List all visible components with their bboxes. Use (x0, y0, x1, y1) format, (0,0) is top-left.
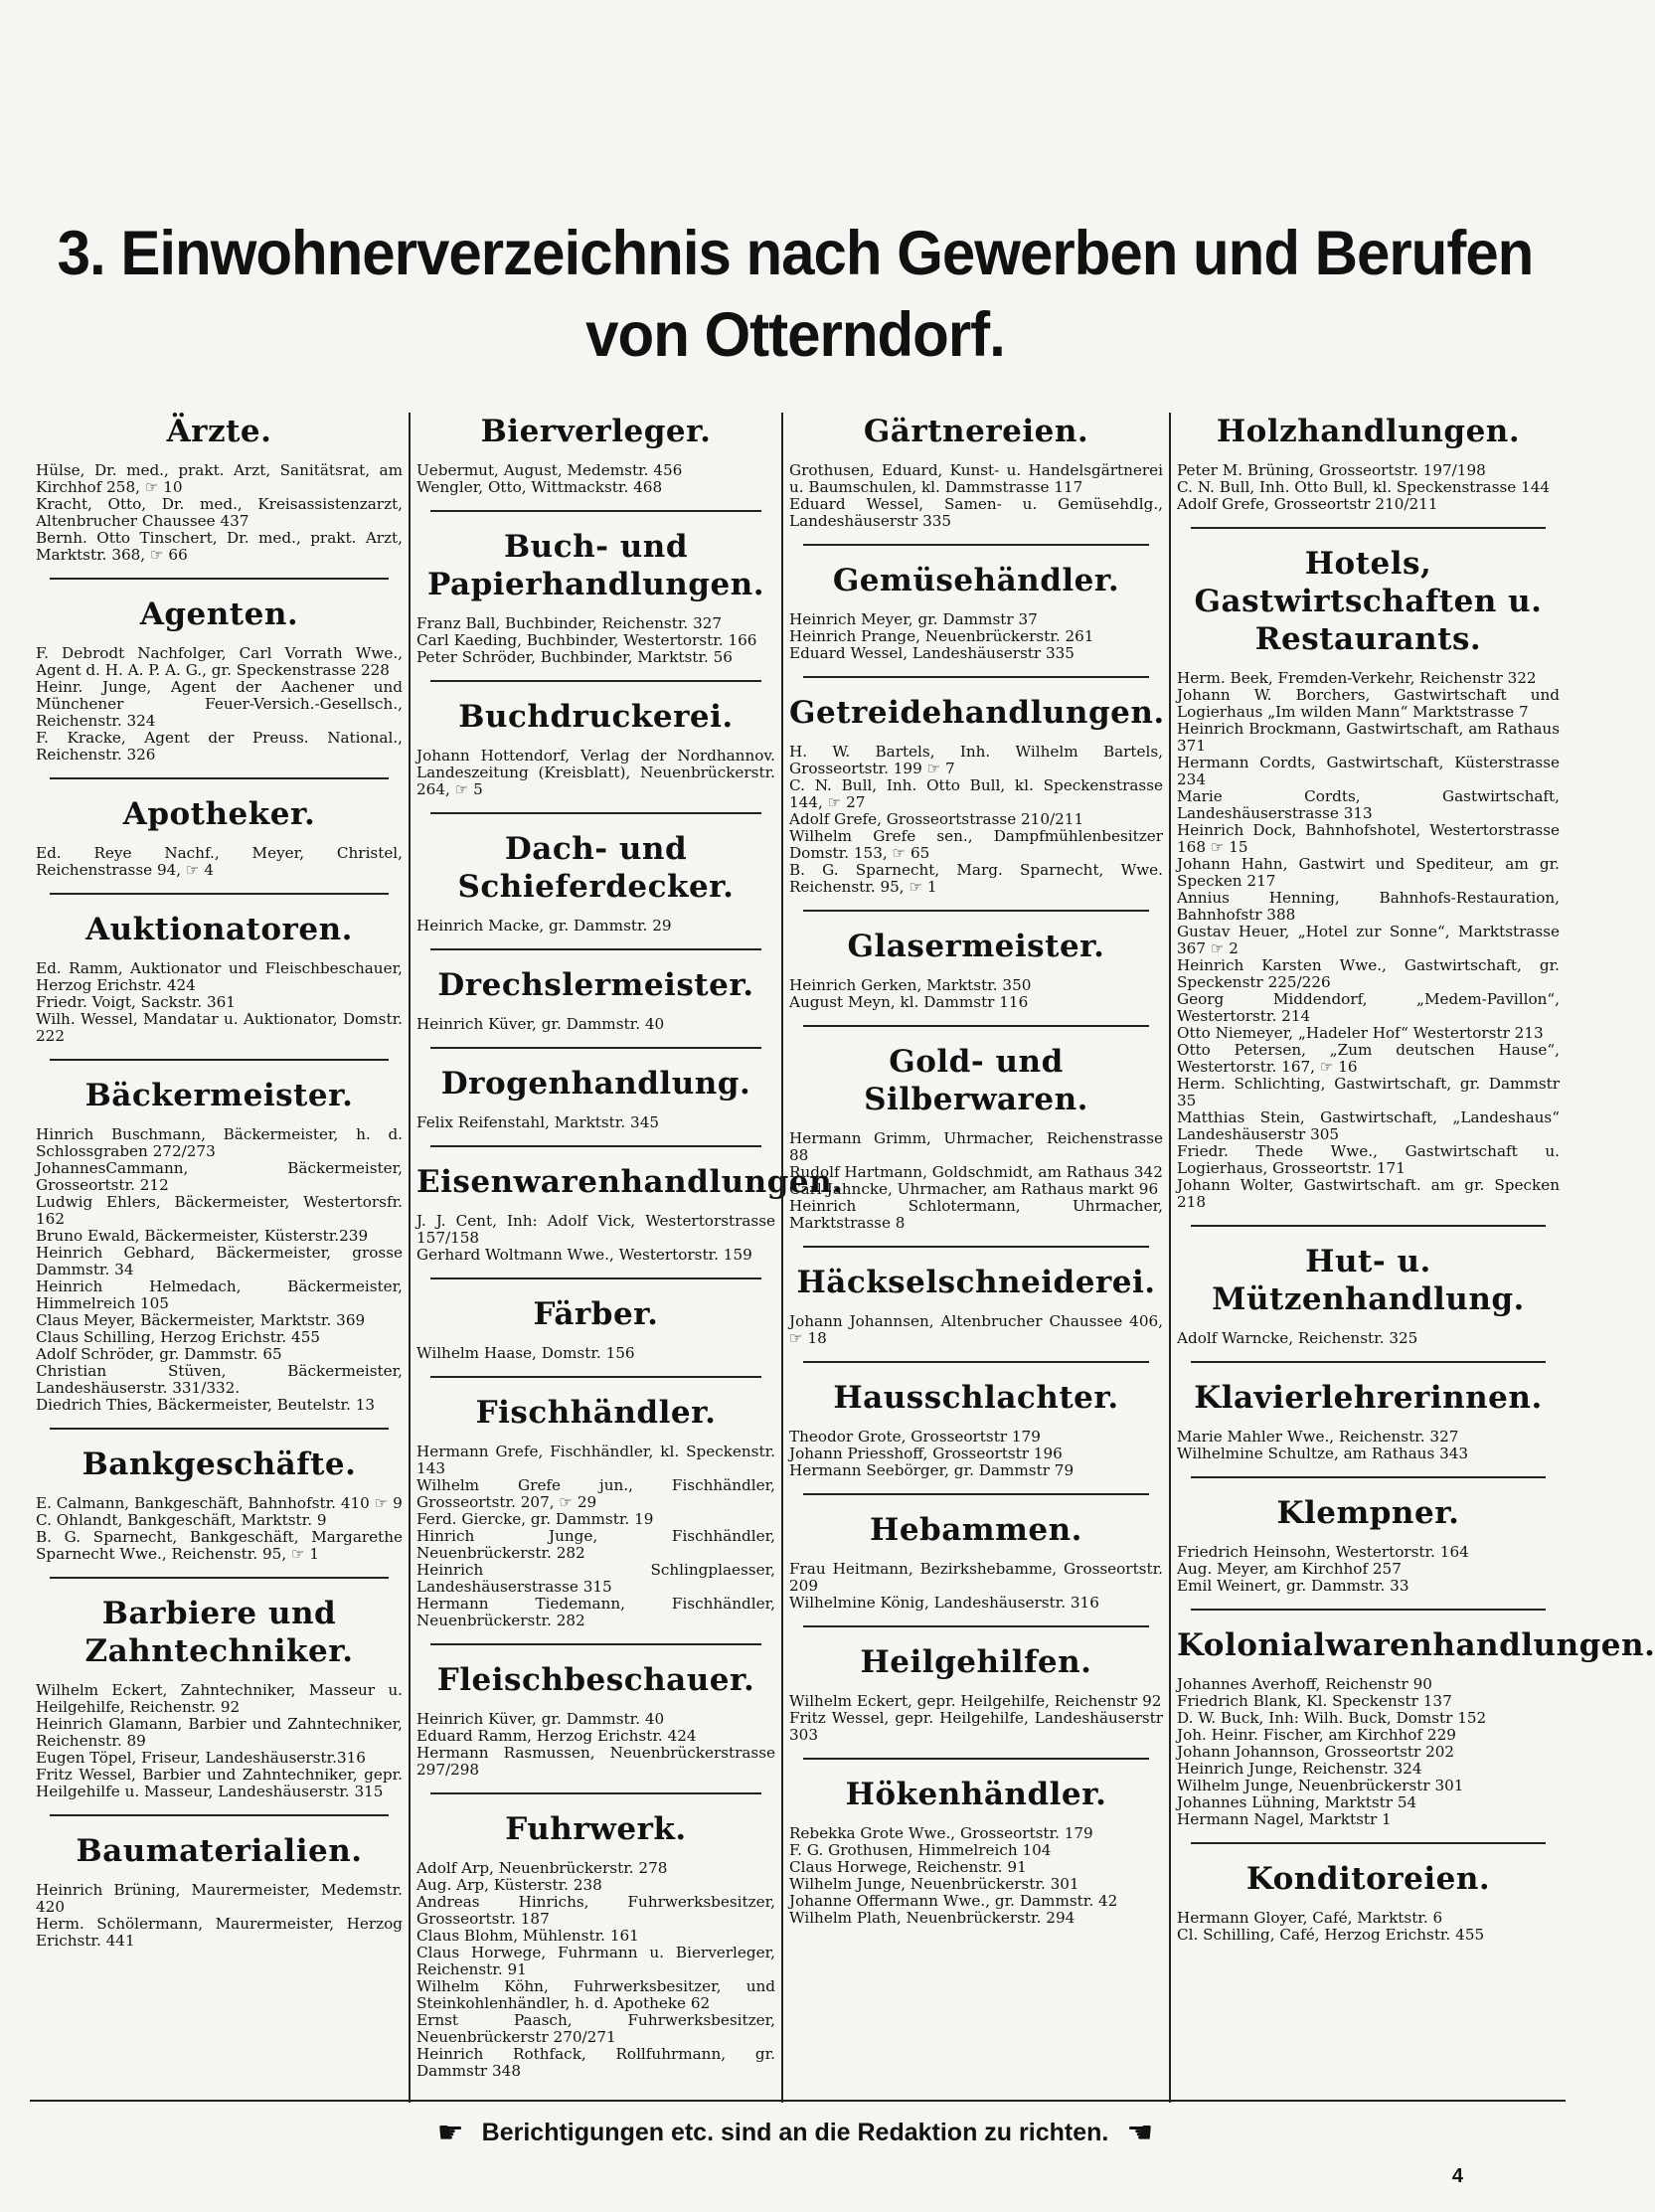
directory-entry: Uebermut, August, Medemstr. 456 (416, 461, 683, 479)
directory-entry: Wilhelm Junge, Neuenbrückerstr. 301 (789, 1875, 1079, 1893)
directory-entry: Emil Weinert, gr. Dammstr. 33 (1177, 1577, 1409, 1595)
directory-entry: Heinrich Glamann, Barbier und Zahntechniker, Reichenstr. 89 (36, 1715, 403, 1750)
directory-section (36, 1595, 403, 1800)
directory-entry: Hermann Nagel, Marktstr 1 (1177, 1810, 1392, 1828)
directory-section (789, 562, 1163, 662)
directory-section (416, 1065, 775, 1131)
directory-section (416, 413, 775, 496)
directory-entry: Adolf Warncke, Reichenstr. 325 (1177, 1329, 1418, 1347)
section-heading: Fleischbeschauer. (436, 1662, 755, 1698)
directory-section (416, 1810, 775, 2080)
section-divider (1191, 527, 1546, 529)
directory-entry: Heinrich Karsten Wwe., Gastwirtschaft, gr. Speckenstr 225/226 (1177, 956, 1560, 991)
directory-entry: Johann Hahn, Gastwirt und Spediteur, am gr. Specken 217 (1177, 855, 1560, 890)
directory-entry: F. Kracke, Agent der Preuss. National., Reichenstr. 326 (36, 729, 403, 764)
directory-entry: Heinr. Junge, Agent der Aachener und Münchener Feuer-Versich.-Gesellsch., Reichenstr. 324 (36, 678, 403, 730)
section-heading: Konditoreien. (1245, 1861, 1491, 1897)
directory-entry: Joh. Heinr. Fischer, am Kirchhof 229 (1177, 1726, 1456, 1744)
section-divider (50, 1814, 389, 1816)
section-divider (50, 893, 389, 895)
directory-entry: Peter Schröder, Buchbinder, Marktstr. 56 (416, 648, 733, 666)
directory-section (416, 830, 775, 935)
directory-entry: Wilhelm Haase, Domstr. 156 (416, 1344, 635, 1362)
section-divider (803, 1493, 1149, 1495)
directory-entry: Hermann Tiedemann, Fischhändler, Neuenbrückerstr. 282 (416, 1595, 775, 1629)
directory-entry: Claus Horwege, Reichenstr. 91 (789, 1858, 1027, 1876)
directory-entry: Rebekka Grote Wwe., Grosseortstr. 179 (789, 1824, 1093, 1842)
section-heading: Barbiere und Zahntechniker. (84, 1596, 354, 1669)
directory-entry: Heinrich Prange, Neuenbrückerstr. 261 (789, 627, 1094, 645)
section-divider (50, 1428, 389, 1430)
directory-section (1177, 1626, 1655, 1828)
directory-section (36, 911, 403, 1045)
section-divider (1191, 1842, 1546, 1844)
directory-entry: Marie Mahler Wwe., Reichenstr. 327 (1177, 1428, 1459, 1446)
directory-entry: Claus Meyer, Bäckermeister, Marktstr. 369 (36, 1311, 366, 1329)
section-heading: Fischhändler. (475, 1395, 717, 1431)
column-4 (1169, 413, 1655, 2103)
directory-section (1177, 1860, 1560, 1944)
section-heading: Gärtnereien. (863, 414, 1089, 449)
directory-section (1177, 1379, 1560, 1462)
directory-section (416, 1661, 775, 1779)
directory-entry: Ed. Ramm, Auktionator und Fleischbeschauer, Herzog Erichstr. 424 (36, 959, 403, 994)
directory-entry: B. G. Sparnecht, Marg. Sparnecht, Wwe. Reichenstr. 95, ☞ 1 (789, 861, 1163, 896)
directory-entry: Herm. Beek, Fremden-Verkehr, Reichenstr 322 (1177, 669, 1537, 687)
directory-entry: Johannes Lühning, Marktstr 54 (1177, 1793, 1417, 1811)
directory-entry: Wilhelm Grefe sen., Dampfmühlenbesitzer Domstr. 153, ☞ 65 (789, 827, 1163, 862)
directory-entry: Heinrich Schlotermann, Uhrmacher, Marktstrasse 8 (789, 1197, 1163, 1232)
directory-entry: Hinrich Junge, Fischhändler, Neuenbrückerstr. 282 (416, 1527, 775, 1562)
directory-section (789, 1643, 1163, 1744)
section-heading: Hut- u. Mützenhandlung. (1212, 1244, 1525, 1317)
directory-entry: Eugen Töpel, Friseur, Landeshäuserstr.316 (36, 1749, 366, 1767)
directory-entry: Heinrich Helmedach, Bäckermeister, Himmelreich 105 (36, 1277, 403, 1312)
directory-entry: Ludwig Ehlers, Bäckermeister, Westertorsfr. 162 (36, 1193, 403, 1228)
directory-entry: Heinrich Küver, gr. Dammstr. 40 (416, 1015, 665, 1033)
directory-entry: Hermann Grimm, Uhrmacher, Reichenstrasse 88 (789, 1129, 1163, 1164)
directory-entry: H. W. Bartels, Inh. Wilhelm Bartels, Grosseortstr. 199 ☞ 7 (789, 743, 1163, 777)
section-divider (430, 812, 761, 814)
section-divider (803, 544, 1149, 546)
directory-section (1177, 1243, 1560, 1347)
directory-entry: Hermann Seebörger, gr. Dammstr 79 (789, 1461, 1075, 1479)
directory-entry: Friedr. Voigt, Sackstr. 361 (36, 993, 236, 1011)
footer-divider (30, 2100, 1566, 2102)
section-heading: Dach- und Schieferdecker. (457, 831, 735, 905)
directory-entry: Herm. Schlichting, Gastwirtschaft, gr. Dammstr 35 (1177, 1075, 1560, 1109)
directory-entry: Johann Hottendorf, Verlag der Nordhannov. Landeszeitung (Kreisblatt), Neuenbrückerstr. 264, ☞ 5 (416, 747, 775, 798)
directory-entry: C. N. Bull, Inh. Otto Bull, kl. Speckenstrasse 144 (1177, 478, 1551, 496)
directory-section (416, 966, 775, 1033)
directory-entry: Fritz Wessel, Barbier und Zahntechniker, gepr. Heilgehilfe u. Masseur, Landeshäuserstr. 315 (36, 1766, 403, 1800)
directory-section (789, 1379, 1163, 1479)
page-title (0, 213, 1590, 376)
pointing-hand-right-icon: ☛ (436, 2117, 464, 2150)
directory-section (789, 1264, 1163, 1347)
title-line-2: von Otterndorf. (585, 299, 1005, 370)
directory-section (789, 694, 1163, 896)
directory-entry: Claus Horwege, Fuhrmann u. Bierverleger, Reichenstr. 91 (416, 1944, 775, 1978)
directory-entry: Wilhelm Grefe jun., Fischhändler, Grosseortstr. 207, ☞ 29 (416, 1476, 775, 1511)
directory-entry: Johann Johannsen, Altenbrucher Chaussee 406, ☞ 18 (789, 1312, 1163, 1347)
section-heading: Drechslermeister. (437, 967, 754, 1003)
section-heading: Drogenhandlung. (440, 1066, 751, 1102)
section-divider (1191, 1361, 1546, 1363)
section-divider (50, 578, 389, 580)
directory-entry: Johann Wolter, Gastwirtschaft. am gr. Specken 218 (1177, 1176, 1560, 1211)
directory-entry: Wilh. Wessel, Mandatar u. Auktionator, Domstr. 222 (36, 1010, 403, 1045)
directory-entry: Heinrich Brüning, Maurermeister, Medemstr. 420 (36, 1881, 403, 1916)
directory-section (36, 596, 403, 764)
directory-section (416, 1163, 844, 1264)
directory-section (36, 1446, 403, 1563)
section-divider (50, 1059, 389, 1061)
section-heading: Bäckermeister. (84, 1078, 354, 1113)
section-divider (430, 1643, 761, 1645)
section-heading: Bierverleger. (480, 414, 712, 449)
directory-entry: Hermann Gloyer, Café, Marktstr. 6 (1177, 1909, 1443, 1927)
directory-entry: Carl Kaeding, Buchbinder, Westertorstr. 166 (416, 631, 757, 649)
directory-section (416, 1394, 775, 1629)
directory-entry: Otto Petersen, „Zum deutschen Hause“, Westertorstr. 167, ☞ 16 (1177, 1041, 1560, 1076)
page-number: 4 (1451, 2165, 1463, 2187)
directory-entry: Heinrich Junge, Reichenstr. 324 (1177, 1760, 1422, 1778)
section-divider (803, 1758, 1149, 1760)
section-heading: Eisenwarenhandlungen. (416, 1164, 844, 1200)
directory-entry: Friedr. Thede Wwe., Gastwirtschaft u. Logierhaus, Grosseortstr. 171 (1177, 1142, 1560, 1177)
directory-entry: Heinrich Meyer, gr. Dammstr 37 (789, 610, 1038, 628)
section-divider (430, 1792, 761, 1794)
directory-entry: Hinrich Buschmann, Bäckermeister, h. d. Schlossgraben 272/273 (36, 1125, 403, 1160)
directory-entry: E. Calmann, Bankgeschäft, Bahnhofstr. 410 ☞ 9 (36, 1494, 403, 1512)
section-divider (1191, 1609, 1546, 1611)
section-heading: Apotheker. (122, 796, 316, 832)
directory-entry: Hülse, Dr. med., prakt. Arzt, Sanitätsrat, am Kirchhof 258, ☞ 10 (36, 461, 403, 496)
directory-entry: Wilhelmine Schultze, am Rathaus 343 (1177, 1445, 1469, 1462)
footer-text: Berichtigungen etc. sind an die Redaktion zu richten. (481, 2119, 1109, 2146)
directory-entry: Johanne Offermann Wwe., gr. Dammstr. 42 (789, 1892, 1118, 1910)
directory-entry: JohannesCammann, Bäckermeister, Grosseortstr. 212 (36, 1159, 403, 1194)
directory-entry: J. J. Cent, Inh: Adolf Vick, Westertorstrasse 157/158 (416, 1212, 775, 1247)
directory-section (36, 1832, 403, 1950)
directory-entry: Claus Blohm, Mühlenstr. 161 (416, 1927, 639, 1945)
directory-entry: Wilhelm Köhn, Fuhrwerksbesitzer, und Steinkohlenhändler, h. d. Apotheke 62 (416, 1977, 775, 2012)
directory-entry: Johannes Averhoff, Reichenstr 90 (1177, 1675, 1432, 1693)
directory-section (789, 413, 1163, 530)
section-heading: Hökenhändler. (845, 1777, 1107, 1812)
directory-section (36, 1077, 403, 1414)
directory-entry: Marie Cordts, Gastwirtschaft, Landeshäuserstrasse 313 (1177, 787, 1560, 822)
directory-entry: Friedrich Heinsohn, Westertorstr. 164 (1177, 1543, 1469, 1561)
directory-section (789, 1776, 1163, 1927)
section-heading: Kolonialwarenhandlungen. (1177, 1627, 1655, 1663)
section-heading: Glasermeister. (847, 929, 1105, 964)
directory-entry: Eduard Ramm, Herzog Erichstr. 424 (416, 1727, 697, 1745)
section-heading: Bankgeschäfte. (82, 1446, 357, 1482)
section-divider (803, 1246, 1149, 1248)
footer-note (0, 2116, 1590, 2150)
directory-entry: Christian Stüven, Bäckermeister, Landeshäuserstr. 331/332. (36, 1362, 403, 1397)
directory-entry: Annius Henning, Bahnhofs-Restauration, Bahnhofstr 388 (1177, 889, 1560, 924)
directory-entry: Carl Jahncke, Uhrmacher, am Rathaus markt 96 (789, 1180, 1159, 1198)
directory-entry: Adolf Grefe, Grosseortstrasse 210/211 (789, 810, 1084, 828)
directory-entry: Ernst Paasch, Fuhrwerksbesitzer, Neuenbrückerstr 270/271 (416, 2011, 775, 2046)
section-heading: Hausschlachter. (833, 1380, 1119, 1416)
directory-entry: Eduard Wessel, Landeshäuserstr 335 (789, 644, 1075, 662)
section-divider (803, 676, 1149, 678)
section-divider (50, 777, 389, 779)
directory-entry: Theodor Grote, Grosseortstr 179 (789, 1428, 1041, 1446)
directory-entry: Franz Ball, Buchbinder, Reichenstr. 327 (416, 614, 723, 632)
directory-entry: F. G. Grothusen, Himmelreich 104 (789, 1841, 1052, 1859)
section-divider (430, 1047, 761, 1049)
section-heading: Hebammen. (870, 1512, 1082, 1548)
directory-entry: Andreas Hinrichs, Fuhrwerksbesitzer, Grosseortstr. 187 (416, 1893, 775, 1928)
directory-entry: Ed. Reye Nachf., Meyer, Christel, Reichenstrasse 94, ☞ 4 (36, 844, 403, 879)
directory-entry: Georg Middendorf, „Medem-Pavillon“, Westertorstr. 214 (1177, 990, 1560, 1025)
directory-entry: Johann W. Borchers, Gastwirtschaft und Logierhaus „Im wilden Mann“ Marktstrasse 7 (1177, 686, 1560, 721)
directory-entry: Heinrich Küver, gr. Dammstr. 40 (416, 1710, 665, 1728)
section-divider (803, 1361, 1149, 1363)
section-heading: Baumaterialien. (76, 1833, 363, 1869)
directory-entry: Eduard Wessel, Samen- u. Gemüsehdlg., Landeshäuserstr 335 (789, 495, 1163, 530)
title-line-1: 3. Einwohnerverzeichnis nach Gewerben und Berufen (57, 218, 1534, 288)
section-heading: Buch- und Papierhandlungen. (427, 529, 764, 602)
column-3 (781, 413, 1169, 2103)
directory-entry: Johann Johannson, Grosseortstr 202 (1177, 1743, 1455, 1761)
directory-section (789, 928, 1163, 1011)
directory-section (416, 1295, 775, 1362)
section-heading: Fuhrwerk. (505, 1811, 687, 1847)
directory-entry: Heinrich Brockmann, Gastwirtschaft, am Rathaus 371 (1177, 720, 1560, 755)
directory-entry: Johann Priesshoff, Grosseortstr 196 (789, 1445, 1063, 1462)
directory-entry: F. Debrodt Nachfolger, Carl Vorrath Wwe., Agent d. H. A. P. A. G., gr. Speckenstrasse 228 (36, 644, 403, 679)
section-divider (803, 1625, 1149, 1627)
directory-section (789, 1511, 1163, 1612)
directory-entry: Wilhelm Plath, Neuenbrückerstr. 294 (789, 1909, 1076, 1927)
directory-entry: Grothusen, Eduard, Kunst- u. Handelsgärtnerei u. Baumschulen, kl. Dammstrasse 117 (789, 461, 1163, 496)
directory-section (1177, 1494, 1560, 1595)
section-heading: Heilgehilfen. (860, 1644, 1092, 1680)
directory-entry: Kracht, Otto, Dr. med., Kreisassistenzarzt, Altenbrucher Chaussee 437 (36, 495, 403, 530)
section-divider (430, 1277, 761, 1279)
directory-entry: Diedrich Thies, Bäckermeister, Beutelstr. 13 (36, 1396, 376, 1414)
directory-entry: Heinrich Schlingplaesser, Landeshäuserstrasse 315 (416, 1561, 775, 1596)
directory-section (789, 1043, 1163, 1232)
directory-entry: Peter M. Brüning, Grosseortstr. 197/198 (1177, 461, 1486, 479)
section-heading: Agenten. (139, 596, 299, 632)
section-heading: Klempner. (1276, 1495, 1460, 1531)
section-heading: Gemüsehändler. (832, 563, 1120, 598)
section-divider (430, 510, 761, 512)
directory-entry: C. Ohlandt, Bankgeschäft, Marktstr. 9 (36, 1511, 327, 1529)
directory-entry: Fritz Wessel, gepr. Heilgehilfe, Landeshäuserstr 303 (789, 1709, 1163, 1744)
directory-section (36, 413, 403, 564)
directory-entry: Matthias Stein, Gastwirtschaft, „Landeshaus“ Landeshäuserstr 305 (1177, 1108, 1560, 1143)
directory-section (416, 528, 775, 666)
pointing-hand-left-icon: ☚ (1126, 2117, 1154, 2150)
directory-entry: Heinrich Rothfack, Rollfuhrmann, gr. Dammstr 348 (416, 2045, 775, 2080)
directory-entry: Wilhelmine König, Landeshäuserstr. 316 (789, 1594, 1099, 1612)
directory-entry: Adolf Schröder, gr. Dammstr. 65 (36, 1345, 282, 1363)
section-divider (803, 1025, 1149, 1027)
directory-entry: Aug. Meyer, am Kirchhof 257 (1177, 1560, 1402, 1578)
section-heading: Holzhandlungen. (1216, 414, 1521, 449)
section-heading: Häckselschneiderei. (796, 1265, 1156, 1300)
directory-section (1177, 545, 1560, 1211)
column-2 (409, 413, 844, 2103)
directory-entry: August Meyn, kl. Dammstr 116 (789, 993, 1029, 1011)
directory-section (416, 698, 775, 798)
section-heading: Buchdruckerei. (458, 699, 734, 735)
section-heading: Klavierlehrerinnen. (1194, 1380, 1543, 1416)
directory-entry: Heinrich Gerken, Marktstr. 350 (789, 976, 1032, 994)
section-divider (430, 1145, 761, 1147)
directory-entry: B. G. Sparnecht, Bankgeschäft, Margarethe Sparnecht Wwe., Reichenstr. 95, ☞ 1 (36, 1528, 403, 1563)
directory-entry: Wengler, Otto, Wittmackstr. 468 (416, 478, 663, 496)
section-divider (430, 948, 761, 950)
directory-entry: Aug. Arp, Küsterstr. 238 (416, 1876, 602, 1894)
directory-section (1177, 413, 1560, 513)
directory-entry: Claus Schilling, Herzog Erichstr. 455 (36, 1328, 321, 1346)
directory-entry: C. N. Bull, Inh. Otto Bull, kl. Speckenstrasse 144, ☞ 27 (789, 776, 1163, 811)
directory-entry: Adolf Grefe, Grosseortstr 210/211 (1177, 495, 1438, 513)
directory-entry: Cl. Schilling, Café, Herzog Erichstr. 455 (1177, 1926, 1485, 1944)
directory-entry: Wilhelm Eckert, Zahntechniker, Masseur u. Heilgehilfe, Reichenstr. 92 (36, 1681, 403, 1716)
directory-entry: Frau Heitmann, Bezirkshebamme, Grosseortstr. 209 (789, 1560, 1163, 1595)
directory-entry: Bruno Ewald, Bäckermeister, Küsterstr.239 (36, 1227, 369, 1245)
directory-entry: Rudolf Hartmann, Goldschmidt, am Rathaus 342 (789, 1163, 1163, 1181)
section-divider (50, 1577, 389, 1579)
directory-entry: Ferd. Giercke, gr. Dammstr. 19 (416, 1510, 654, 1528)
directory-entry: Gustav Heuer, „Hotel zur Sonne“, Marktstrasse 367 ☞ 2 (1177, 923, 1560, 957)
directory-entry: Bernh. Otto Tinschert, Dr. med., prakt. Arzt, Marktstr. 368, ☞ 66 (36, 529, 403, 564)
section-divider (1191, 1225, 1546, 1227)
directory-entry: Heinrich Dock, Bahnhofshotel, Westertorstrasse 168 ☞ 15 (1177, 821, 1560, 856)
section-divider (1191, 1476, 1546, 1478)
section-heading: Getreidehandlungen. (789, 695, 1165, 731)
section-divider (803, 910, 1149, 912)
directory-columns (30, 413, 1655, 2103)
directory-section (36, 795, 403, 879)
directory-entry: Wilhelm Junge, Neuenbrückerstr 301 (1177, 1777, 1464, 1794)
section-heading: Ärzte. (166, 414, 272, 449)
directory-entry: Friedrich Blank, Kl. Speckenstr 137 (1177, 1692, 1452, 1710)
section-heading: Gold- und Silberwaren. (864, 1044, 1088, 1117)
section-heading: Auktionatoren. (85, 912, 353, 947)
directory-entry: Heinrich Macke, gr. Dammstr. 29 (416, 917, 672, 935)
column-1 (30, 413, 409, 2103)
directory-entry: Adolf Arp, Neuenbrückerstr. 278 (416, 1859, 668, 1877)
directory-entry: Hermann Cordts, Gastwirtschaft, Küsterstrasse 234 (1177, 754, 1560, 788)
directory-entry: Hermann Grefe, Fischhändler, kl. Speckenstr. 143 (416, 1443, 775, 1477)
directory-entry: Heinrich Gebhard, Bäckermeister, grosse Dammstr. 34 (36, 1244, 403, 1278)
section-heading: Färber. (533, 1296, 659, 1332)
directory-entry: Felix Reifenstahl, Marktstr. 345 (416, 1113, 660, 1131)
directory-entry: Herm. Schölermann, Maurermeister, Herzog Erichstr. 441 (36, 1915, 403, 1950)
directory-entry: D. W. Buck, Inh: Wilh. Buck, Domstr 152 (1177, 1709, 1487, 1727)
directory-entry: Wilhelm Eckert, gepr. Heilgehilfe, Reichenstr 92 (789, 1692, 1162, 1710)
section-heading: Hotels, Gastwirtschaften u. Restaurants. (1194, 546, 1543, 657)
directory-entry: Otto Niemeyer, „Hadeler Hof“ Westertorstr 213 (1177, 1024, 1544, 1042)
section-divider (430, 680, 761, 682)
directory-entry: Gerhard Woltmann Wwe., Westertorstr. 159 (416, 1246, 752, 1264)
directory-entry: Hermann Rasmussen, Neuenbrückerstrasse 297/298 (416, 1744, 775, 1779)
section-divider (430, 1376, 761, 1378)
